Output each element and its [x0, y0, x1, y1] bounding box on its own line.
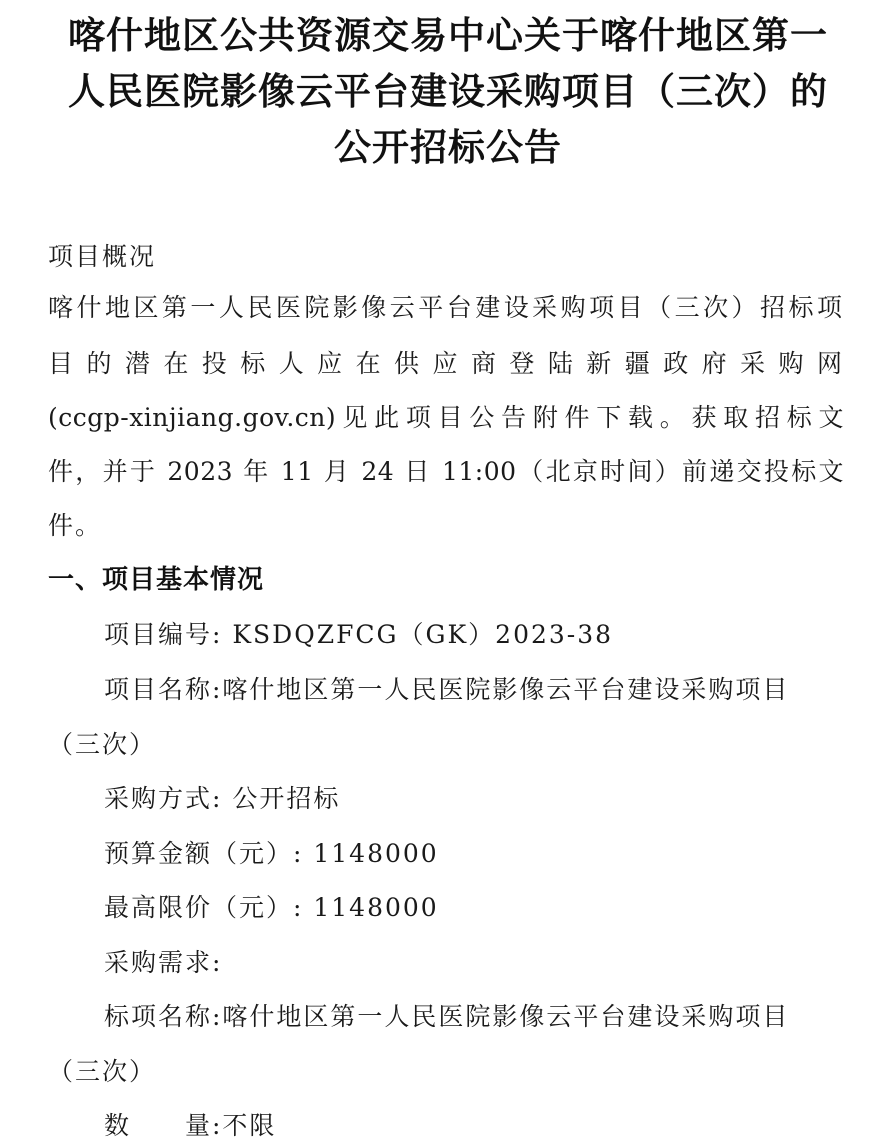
- title-line-3: 公开招标公告: [334, 126, 562, 169]
- quantity: 数 量:不限: [104, 1111, 277, 1140]
- overview-line-3: (ccgp-xinjiang.gov.cn)见此项目公告附件下载。获取招标文: [48, 403, 844, 432]
- overview-line-4: 件，并于 2023 年 11 月 24 日 11:00（北京时间）前递交投标文: [48, 457, 844, 486]
- max-price: 最高限价（元）: 1148000: [104, 893, 439, 922]
- overview-line-5: 件。: [48, 511, 103, 540]
- project-name-line-2: （三次）: [48, 730, 157, 759]
- title-line-1: 喀什地区公共资源交易中心关于喀什地区第一: [68, 14, 828, 57]
- overview-line-1: 喀什地区第一人民医院影像云平台建设采购项目（三次）招标项: [48, 293, 844, 322]
- title-line-2: 人民医院影像云平台建设采购项目（三次）的: [68, 70, 828, 113]
- overview-line-2: 目的潜在投标人应在供应商登陆新疆政府采购网: [48, 349, 844, 378]
- lot-name-line-2: （三次）: [48, 1057, 157, 1086]
- project-name-line-1: 项目名称:喀什地区第一人民医院影像云平台建设采购项目: [104, 675, 790, 704]
- procurement-requirements: 采购需求:: [104, 948, 223, 977]
- lot-name-line-1: 标项名称:喀什地区第一人民医院影像云平台建设采购项目: [104, 1002, 790, 1031]
- project-number: 项目编号: KSDQZFCG（GK）2023-38: [104, 620, 614, 649]
- procurement-method: 采购方式: 公开招标: [104, 784, 341, 813]
- overview-heading: 项目概况: [48, 242, 157, 271]
- budget-amount: 预算金额（元）: 1148000: [104, 839, 439, 868]
- section-1-heading: 一、项目基本情况: [48, 565, 265, 595]
- document-title: [40, 8, 856, 176]
